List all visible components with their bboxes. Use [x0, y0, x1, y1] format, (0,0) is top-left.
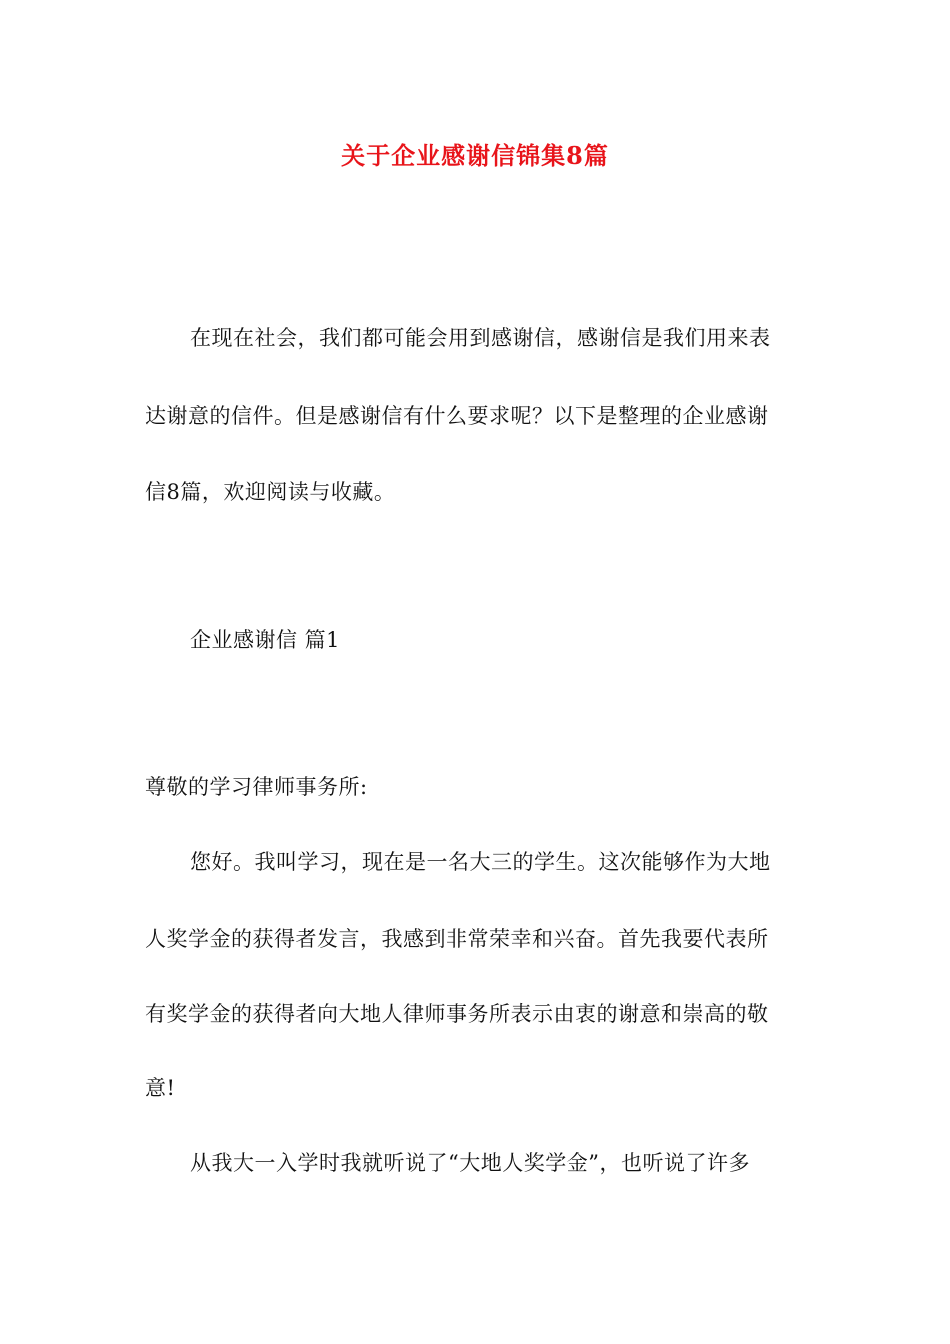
- intro-line-2: 达谢意的信件。但是感谢信有什么要求呢？以下是整理的企业感谢: [145, 404, 769, 428]
- salutation: 尊敬的学习律师事务所:: [145, 775, 368, 799]
- body-line-2: 人奖学金的获得者发言，我感到非常荣幸和兴奋。首先我要代表所: [145, 927, 769, 951]
- body-line-5: 从我大一入学时我就听说了“大地人奖学金”，也听说了许多: [190, 1151, 750, 1175]
- section-heading: 企业感谢信 篇1: [190, 628, 341, 652]
- body-line-3: 有奖学金的获得者向大地人律师事务所表示由衷的谢意和崇高的敬: [145, 1002, 769, 1026]
- document-title: 关于企业感谢信锦集8篇: [341, 141, 609, 170]
- intro-line-1: 在现在社会，我们都可能会用到感谢信，感谢信是我们用来表: [190, 326, 771, 350]
- body-line-4: 意!: [145, 1076, 176, 1100]
- body-line-1: 您好。我叫学习，现在是一名大三的学生。这次能够作为大地: [190, 850, 771, 874]
- intro-line-3: 信8篇，欢迎阅读与收藏。: [145, 480, 396, 504]
